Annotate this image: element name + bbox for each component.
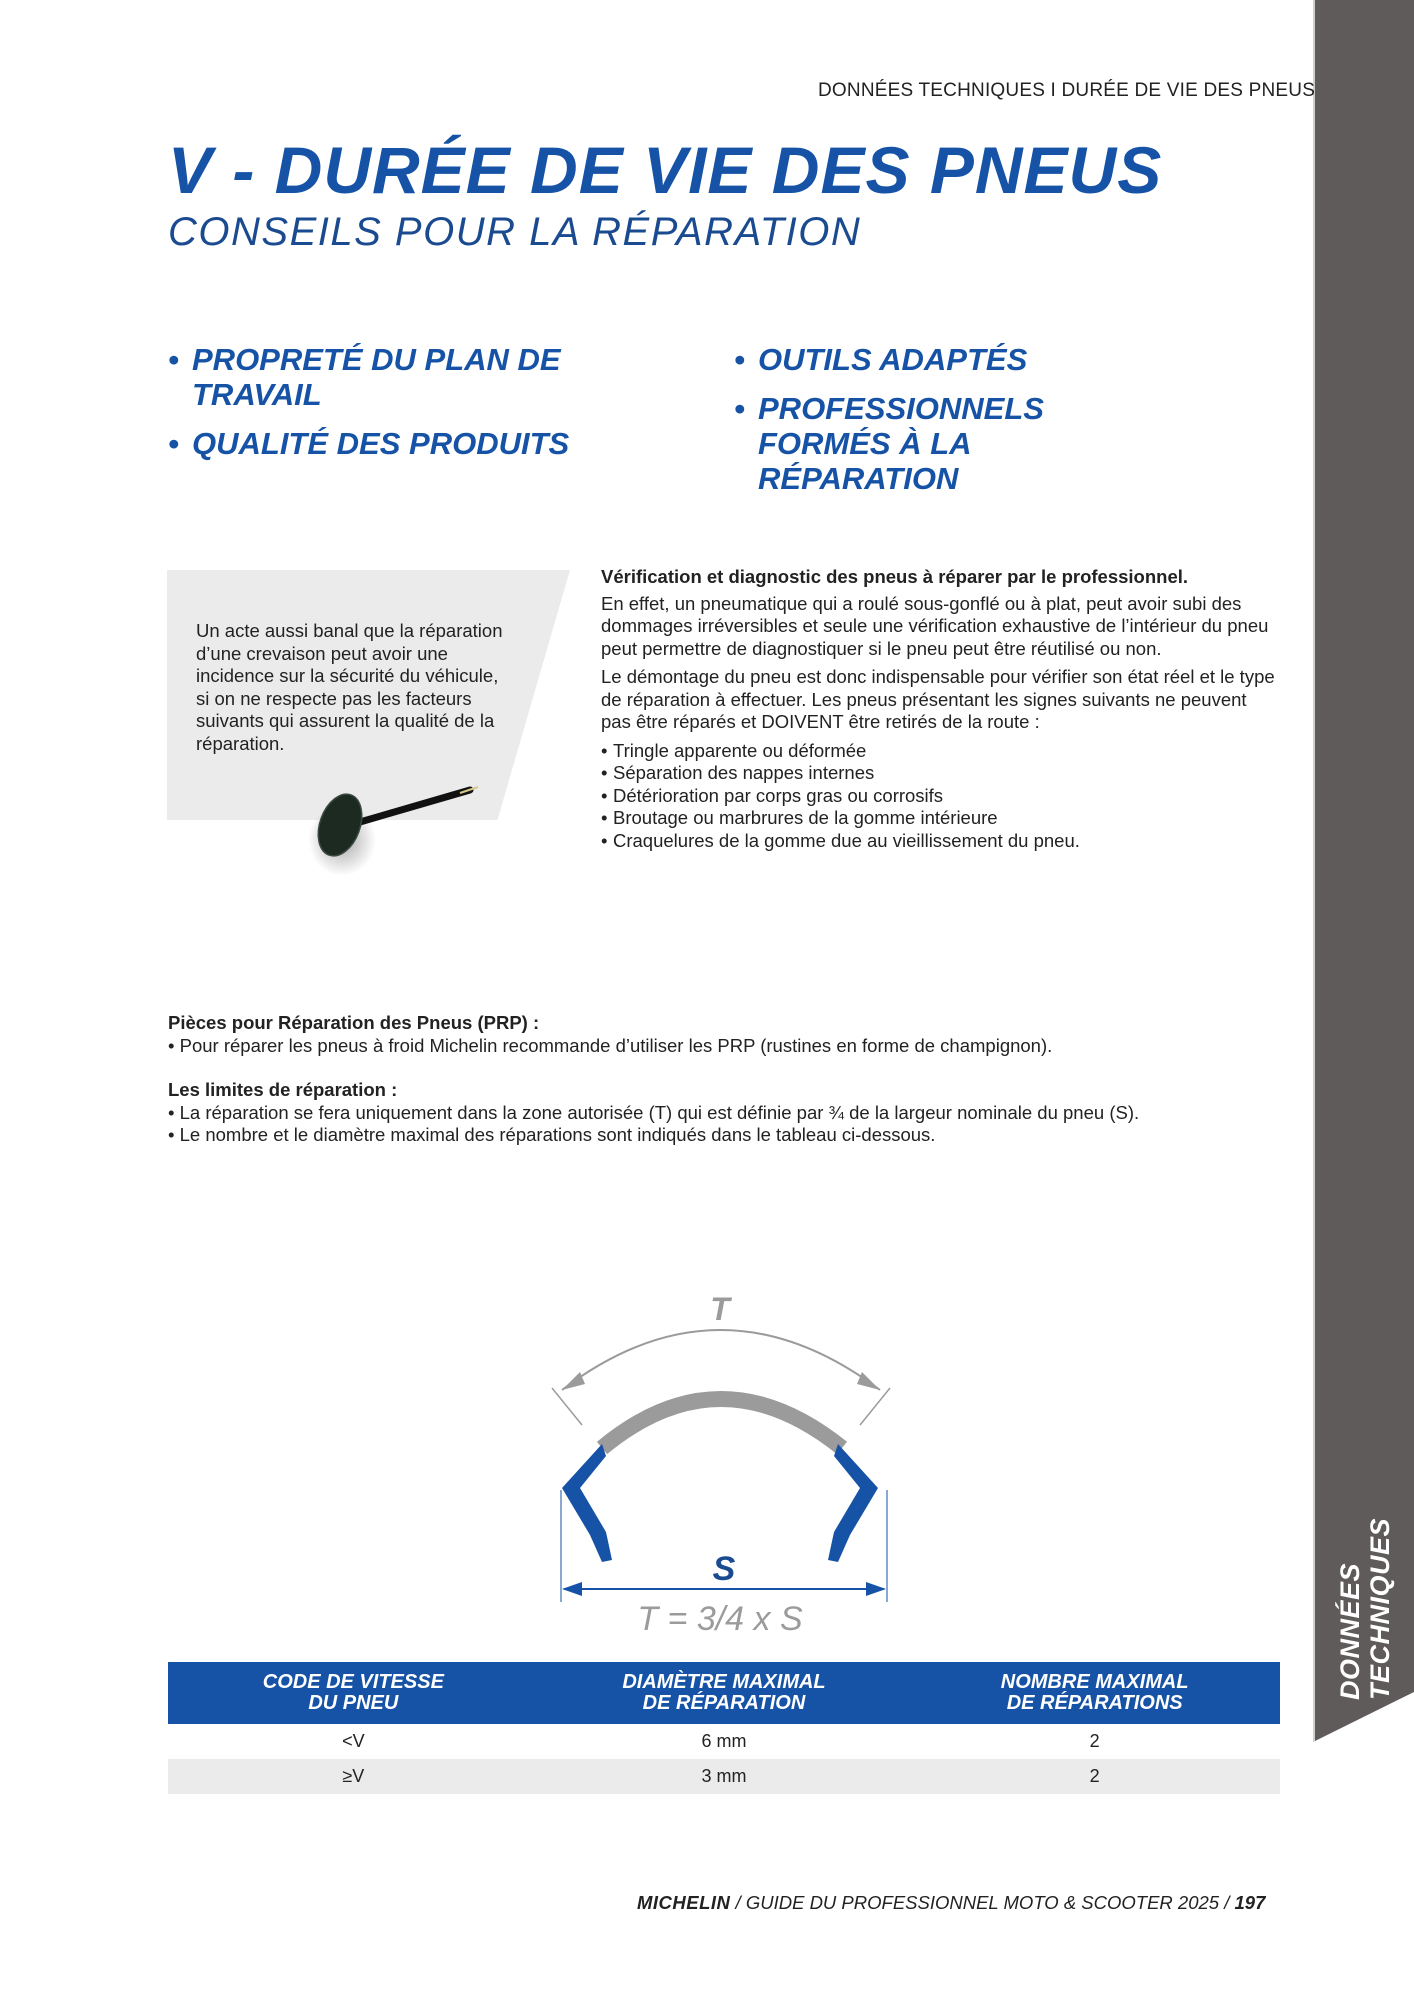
tire-repair-plug-icon	[300, 770, 490, 880]
key-points-right	[734, 342, 1154, 510]
table-row	[168, 1759, 1280, 1794]
footer-text: / GUIDE DU PROFESSIONNEL MOTO & SCOOTER 2025 /	[730, 1892, 1235, 1913]
limits-heading: Les limites de réparation :	[168, 1079, 398, 1100]
section-side-tab	[1313, 0, 1414, 1742]
prp-heading: Pièces pour Réparation des Pneus (PRP) :	[168, 1012, 540, 1033]
table-cell: 2	[1089, 1731, 1100, 1751]
verification-paragraph: Le démontage du pneu est donc indispensable pour vérifier son état réel et le type de réparation à effectuer. Les pneus présentant les signes suivants ne peuvent pas être réparés et DOIVENT être retirés de la route :	[601, 666, 1275, 732]
table-cell: 6 mm	[701, 1731, 747, 1751]
repair-limits-table	[168, 1662, 1280, 1794]
label-s: S	[712, 1550, 736, 1588]
verification-section	[601, 566, 1281, 852]
label-t: T	[710, 1291, 730, 1327]
table-cell: 2	[909, 1759, 1280, 1794]
prp-section	[168, 1012, 1268, 1057]
table-header-row	[168, 1662, 1280, 1724]
key-point: • PROPRETÉ DU PLAN DE TRAVAIL	[168, 342, 688, 412]
list-item: • Broutage ou marbrures de la gomme intérieure	[601, 807, 1281, 830]
list-item: • Séparation des nappes internes	[601, 762, 1281, 785]
list-item: • Tringle apparente ou déformée	[601, 740, 1281, 763]
key-point: • QUALITÉ DES PRODUITS	[168, 426, 688, 461]
brand-name: MICHELIN	[637, 1892, 731, 1913]
verification-heading: Vérification et diagnostic des pneus à réparer par le professionnel.	[601, 566, 1189, 587]
table-cell: 3 mm	[539, 1759, 910, 1794]
table-cell: ≥V	[168, 1759, 539, 1794]
breadcrumb: DONNÉES TECHNIQUES I DURÉE DE VIE DES PNEUS	[818, 80, 1316, 101]
list-item: • La réparation se fera uniquement dans la zone autorisée (T) qui est définie par ¾ de la largeur nominale du pneu (S).	[168, 1101, 1140, 1123]
tire-cross-section-diagram	[540, 1280, 900, 1640]
page-footer	[637, 1892, 1265, 1914]
section-side-label	[1335, 1490, 1395, 1700]
list-item: • Craquelures de la gomme due au vieillissement du pneu.	[601, 830, 1281, 853]
list-item: • Le nombre et le diamètre maximal des réparations sont indiqués dans le tableau ci-dessous.	[168, 1124, 936, 1145]
key-points-left	[168, 342, 688, 475]
page-title: V - DURÉE DE VIE DES PNEUS	[168, 133, 1163, 207]
key-point: • PROFESSIONNELS FORMÉS À LA RÉPARATION	[734, 391, 1058, 496]
table-header: NOMBRE MAXIMAL DE RÉPARATIONS	[909, 1662, 1280, 1724]
list-item: • Détérioration par corps gras ou corrosifs	[601, 785, 1281, 808]
table-cell: <V	[342, 1731, 365, 1751]
table-header: DIAMÈTRE MAXIMAL DE RÉPARATION	[539, 1662, 910, 1724]
limits-section	[168, 1079, 1268, 1147]
list-item: • Pour réparer les pneus à froid Michelin recommande d’utiliser les PRP (rustines en forme de champignon).	[168, 1034, 1053, 1056]
side-label-line1: DONNÉES	[1335, 1562, 1365, 1700]
intro-text: Un acte aussi banal que la réparation d’une crevaison peut avoir une incidence sur la sécurité du véhicule, si on ne respecte pas les facteurs suivants qui assurent la qualité de la réparation.	[196, 620, 503, 754]
table-header: CODE DE VITESSE DU PNEU	[168, 1662, 539, 1724]
side-label-line2: TECHNIQUES	[1365, 1517, 1395, 1700]
verification-paragraph: En effet, un pneumatique qui a roulé sous-gonflé ou à plat, peut avoir subi des dommages irréversibles et seule une vérification exhaustive de l’intérieur du pneu peut permettre de diagnostiquer si le pneu peut être réutilisé ou non.	[601, 592, 1269, 659]
page-subtitle: CONSEILS POUR LA RÉPARATION	[168, 210, 862, 254]
formula: T = 3/4 x S	[637, 1600, 803, 1638]
page-number: 197	[1234, 1892, 1266, 1913]
signs-list	[601, 740, 1281, 853]
key-point: • OUTILS ADAPTÉS	[734, 342, 1154, 377]
table-row	[168, 1724, 1280, 1759]
